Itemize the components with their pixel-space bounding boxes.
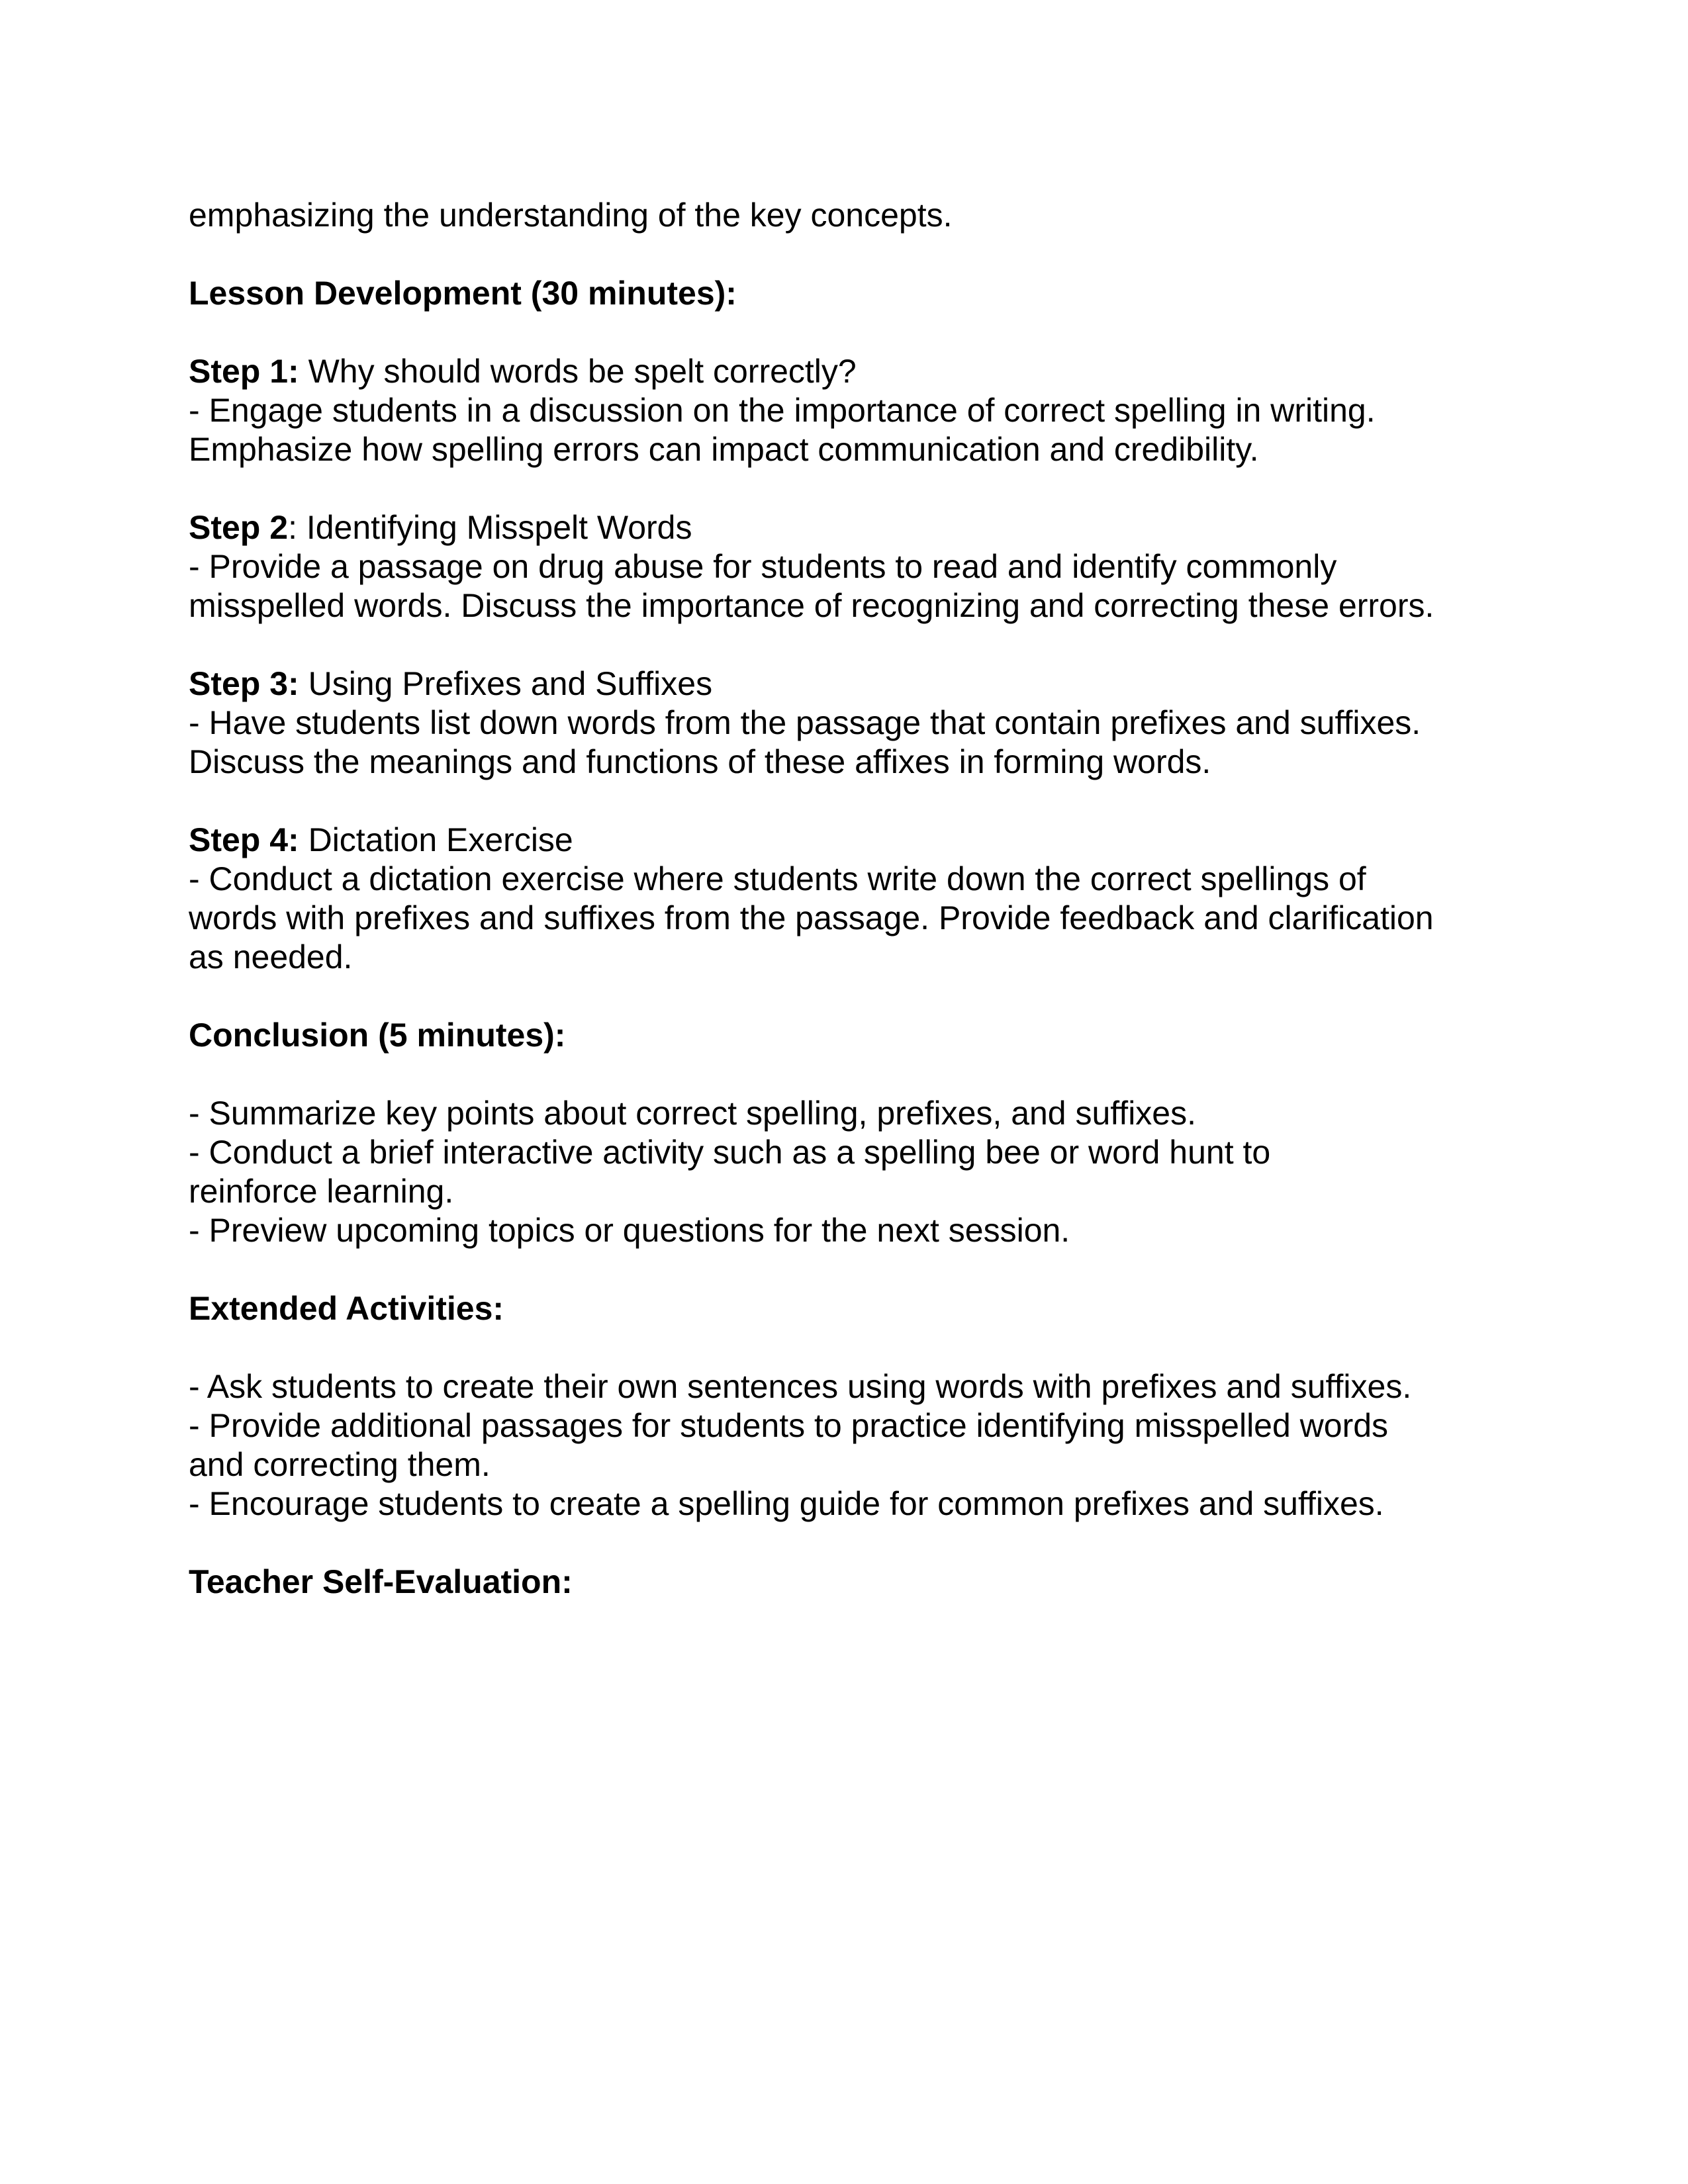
extended-activities-heading — [189, 1289, 1506, 1328]
text-segment: - Have students list down words from the passage that contain prefixes and suffixes. — [189, 704, 1421, 741]
conclusion-heading — [189, 1016, 1506, 1055]
text-segment: - Provide a passage on drug abuse for students to read and identify commonly — [189, 548, 1337, 585]
text-segment: Dictation Exercise — [299, 821, 573, 858]
text-segment: - Ask students to create their own sentences using words with prefixes and suffixes. — [189, 1368, 1412, 1405]
extended-activities-bullets — [189, 1367, 1506, 1524]
step-4-section — [189, 821, 1506, 977]
step-3-section — [189, 664, 1506, 782]
text-segment: as needed. — [189, 938, 353, 976]
text-segment: words with prefixes and suffixes from the passage. Provide feedback and clarification — [189, 899, 1434, 936]
bold-text-segment: Step 1: — [189, 353, 299, 390]
text-segment: misspelled words. Discuss the importance of recognizing and correcting these errors. — [189, 587, 1434, 624]
text-segment: Why should words be spelt correctly? — [299, 353, 857, 390]
conclusion-bullets — [189, 1094, 1506, 1250]
bold-text-segment: Step 4: — [189, 821, 299, 858]
text-segment: - Conduct a brief interactive activity such as a spelling bee or word hunt to — [189, 1134, 1271, 1171]
text-segment: : Identifying Misspelt Words — [288, 509, 692, 546]
bold-text-segment: Teacher Self-Evaluation: — [189, 1563, 573, 1600]
document-content — [189, 196, 1506, 1641]
text-segment: emphasizing the understanding of the key concepts. — [189, 197, 953, 234]
text-segment: Discuss the meanings and functions of these affixes in forming words. — [189, 743, 1211, 780]
text-segment: and correcting them. — [189, 1446, 491, 1483]
text-segment: - Summarize key points about correct spelling, prefixes, and suffixes. — [189, 1095, 1196, 1132]
bold-text-segment: Extended Activities: — [189, 1290, 504, 1327]
bold-text-segment: Step 2 — [189, 509, 289, 546]
lesson-development-heading — [189, 274, 1506, 313]
text-segment: Using Prefixes and Suffixes — [299, 665, 713, 702]
text-segment: - Conduct a dictation exercise where students write down the correct spellings of — [189, 860, 1366, 897]
bold-text-segment: Step 3: — [189, 665, 299, 702]
text-segment: - Engage students in a discussion on the importance of correct spelling in writing. — [189, 392, 1376, 429]
text-segment: - Encourage students to create a spelling guide for common prefixes and suffixes. — [189, 1485, 1384, 1522]
intro-fragment — [189, 196, 1506, 235]
bold-text-segment: Conclusion (5 minutes): — [189, 1017, 566, 1054]
text-segment: reinforce learning. — [189, 1173, 454, 1210]
text-segment: - Provide additional passages for students to practice identifying misspelled words — [189, 1407, 1389, 1444]
teacher-self-evaluation-heading — [189, 1563, 1506, 1602]
text-segment: - Preview upcoming topics or questions for the next session. — [189, 1212, 1070, 1249]
bold-text-segment: Lesson Development (30 minutes): — [189, 275, 737, 312]
step-1-section — [189, 352, 1506, 469]
step-2-section — [189, 508, 1506, 625]
text-segment: Emphasize how spelling errors can impact communication and credibility. — [189, 431, 1259, 468]
